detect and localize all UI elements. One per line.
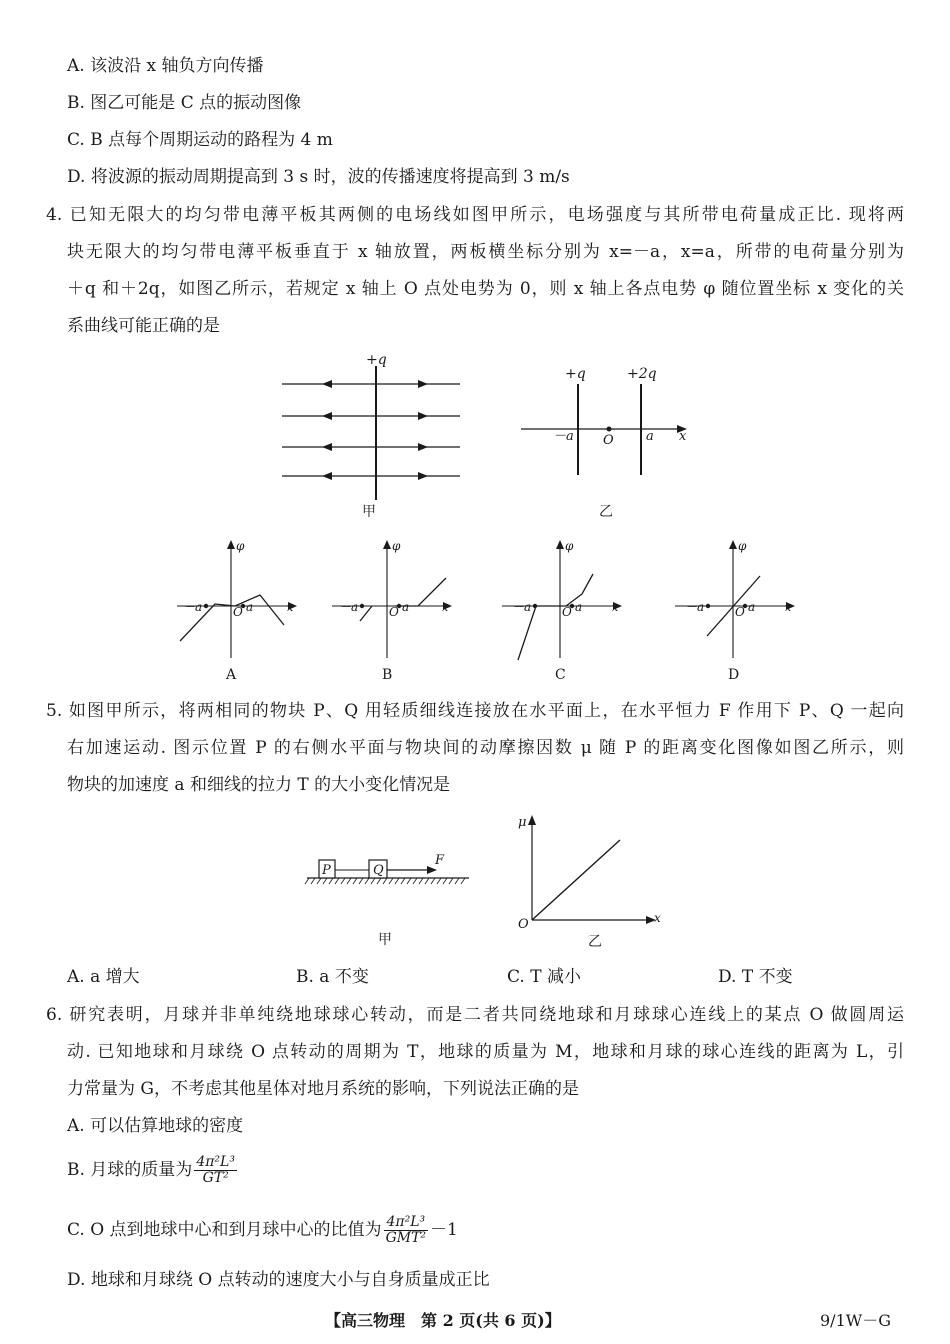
- q6-b-numerator: 4π²L³: [196, 1154, 235, 1170]
- page-footer: 【高三物理 第 2 页(共 6 页)】: [325, 1311, 561, 1330]
- graph-phi-label: φ: [236, 539, 245, 553]
- mu-line: [532, 840, 620, 920]
- graph-neg-a-label: －a: [512, 600, 532, 614]
- graph-x-label: x: [612, 601, 619, 614]
- q4-graph-b: [330, 533, 455, 683]
- q4-jia-label: 甲: [362, 504, 376, 520]
- q4-line-3: ＋q 和＋2q，如图乙所示，若规定 x 轴上 O 点处电势为 0，则 x 轴上各点电势 φ 随位置坐标 x 变化的关: [67, 279, 904, 299]
- graph-x-label: x: [442, 601, 449, 614]
- q4-yi-label: 乙: [599, 504, 613, 520]
- q5-option-c: C. T 减小: [507, 967, 581, 987]
- graph-phi-label: φ: [738, 539, 747, 553]
- graph-origin-label: O: [562, 605, 572, 619]
- q5-yi-origin: O: [518, 917, 529, 932]
- q3-option-d: D. 将波源的振动周期提高到 3 s 时，波的传播速度将提高到 3 m/s: [67, 167, 570, 187]
- q3-option-c: C. B 点每个周期运动的路程为 4 m: [67, 130, 333, 150]
- q4-graph-a: [175, 533, 300, 683]
- q4-yi-neg-a: －a: [553, 429, 574, 444]
- q4-yi-x: x: [679, 429, 687, 444]
- q6-b-denominator: GT²: [202, 1170, 229, 1186]
- q4-figure-jia: [278, 348, 468, 523]
- footer-code: 9/1W－G: [820, 1311, 891, 1330]
- graph-option-label: C: [555, 667, 566, 683]
- graph-a-label: a: [575, 600, 583, 614]
- q6-line-3: 力常量为 G，不考虑其他星体对地月系统的影响，下列说法正确的是: [67, 1079, 579, 1099]
- graph-a-label: a: [402, 600, 410, 614]
- q5-figure-jia: [303, 850, 478, 950]
- q5-yi-label: 乙: [588, 934, 602, 950]
- label-p: P: [322, 863, 331, 878]
- q6-c-numerator: 4π²L³: [384, 1215, 428, 1231]
- graph-x-label: x: [287, 601, 294, 614]
- q3-option-b: B. 图乙可能是 C 点的振动图像: [67, 93, 302, 113]
- graph-option-label: D: [728, 667, 740, 683]
- q6-option-d: D. 地球和月球绕 O 点转动的速度大小与自身质量成正比: [67, 1270, 490, 1290]
- q5-figure-yi: [512, 810, 667, 955]
- q5-yi-mu: μ: [518, 815, 527, 830]
- graph-origin-label: O: [233, 605, 243, 619]
- q4-yi-origin: O: [603, 433, 614, 448]
- q4-jia-charge: +q: [366, 352, 387, 368]
- graph-phi-label: φ: [565, 539, 574, 553]
- graph-origin-label: O: [389, 605, 399, 619]
- graph-a-label: a: [246, 600, 254, 614]
- graph-option-label: A: [226, 667, 237, 683]
- q6-option-a: A. 可以估算地球的密度: [67, 1116, 244, 1136]
- q5-line-3: 物块的加速度 a 和细线的拉力 T 的大小变化情况是: [67, 775, 451, 795]
- graph-x-label: x: [785, 601, 792, 614]
- q4-graph-d: [673, 533, 798, 683]
- q4-graph-c: [500, 533, 625, 683]
- q6-option-c: [67, 1210, 458, 1250]
- graph-a-label: a: [748, 600, 756, 614]
- graph-origin-label: O: [735, 605, 745, 619]
- graph-neg-a-label: －a: [339, 600, 359, 614]
- graph-neg-a-label: －a: [183, 600, 203, 614]
- graph-phi-label: φ: [392, 539, 401, 553]
- q5-option-b: B. a 不变: [296, 967, 369, 987]
- q4-yi-charge2: +2q: [627, 366, 657, 382]
- q4-figure-yi: [515, 360, 695, 525]
- q4-yi-charge1: +q: [565, 366, 586, 382]
- q6-option-b: [67, 1150, 239, 1190]
- label-q: Q: [373, 863, 384, 878]
- label-f: F: [435, 853, 445, 868]
- q4-yi-a: a: [646, 429, 654, 444]
- q4-line-1: 4. 已知无限大的均匀带电薄平板其两侧的电场线如图甲所示，电场强度与其所带电荷量成正比. 现将两: [46, 205, 904, 225]
- graph-option-label: B: [382, 667, 393, 683]
- q5-option-d: D. T 不变: [718, 967, 793, 987]
- graph-neg-a-label: －a: [685, 600, 705, 614]
- q5-option-a: A. a 增大: [67, 967, 140, 987]
- q5-line-2: 右加速运动. 图示位置 P 的右侧水平面与物块间的动摩擦因数 μ 随 P 的距离变化图像如图乙所示，则: [67, 738, 904, 758]
- q3-option-a: A. 该波沿 x 轴负方向传播: [67, 56, 264, 76]
- q6-c-prefix: C. O 点到地球中心和到月球中心的比值为: [67, 1220, 382, 1240]
- q5-yi-x: x: [654, 911, 661, 925]
- q6-c-suffix: －1: [430, 1220, 458, 1240]
- q6-line-1: 6. 研究表明，月球并非单纯绕地球球心转动，而是二者共同绕地球和月球球心连线上的某点 O 做圆周运: [46, 1005, 904, 1025]
- q5-line-1: 5. 如图甲所示，将两相同的物块 P、Q 用轻质细线连接放在水平面上，在水平恒力 F 作用下 P、Q 一起向: [46, 701, 904, 721]
- q4-line-4: 系曲线可能正确的是: [67, 316, 220, 336]
- q6-c-denominator: GMT²: [385, 1230, 427, 1246]
- q6-line-2: 动. 已知地球和月球绕 O 点转动的周期为 T，地球的质量为 M，地球和月球的球心连线的距离为 L，引: [67, 1042, 904, 1062]
- q4-line-2: 块无限大的均匀带电薄平板垂直于 x 轴放置，两板横坐标分别为 x=－a，x=a，所带的电荷量分别为: [67, 242, 904, 262]
- q6-b-prefix: B. 月球的质量为: [67, 1160, 193, 1180]
- q6-c-fraction: [384, 1215, 428, 1246]
- q6-b-fraction: [194, 1155, 237, 1186]
- q5-jia-label: 甲: [378, 932, 392, 948]
